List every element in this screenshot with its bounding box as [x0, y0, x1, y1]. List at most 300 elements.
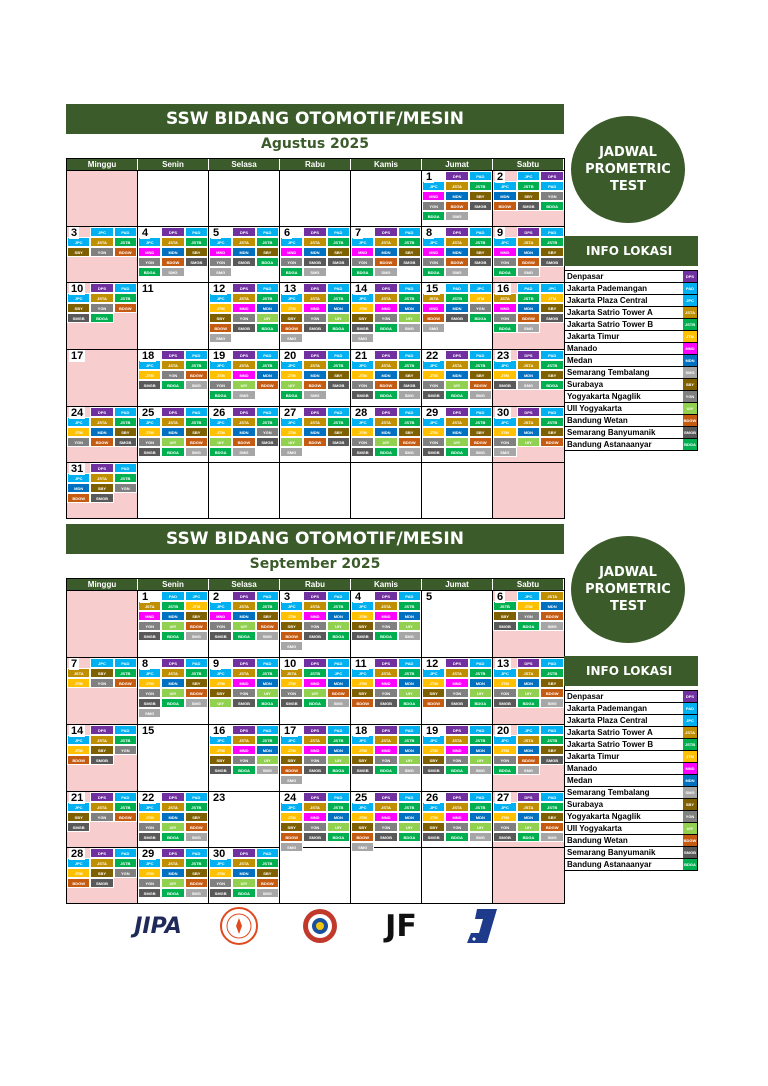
- day-number: 17: [284, 725, 297, 737]
- location-code-chip: JTM: [469, 293, 492, 303]
- location-code-chip: BDGA: [327, 323, 350, 333]
- location-code-chip: JPC: [67, 293, 90, 303]
- location-code: BDGA: [683, 439, 697, 450]
- location-code-chip: SMG: [445, 267, 468, 277]
- location-code-chip: UIY: [209, 437, 232, 447]
- location-code-chip: SMGB: [493, 621, 517, 631]
- location-code-chip: PAD: [540, 725, 564, 735]
- location-code-chip: JPC: [493, 802, 517, 812]
- location-code-chip: JSTB: [114, 293, 137, 303]
- day-number: 10: [71, 283, 84, 295]
- calendar-week: [67, 724, 564, 791]
- location-code-chip: DPS: [90, 848, 113, 858]
- location-code-chip: SMG: [517, 323, 541, 333]
- location-code-chip: JSTA: [232, 360, 255, 370]
- location-code-chip: BDGA: [469, 313, 492, 323]
- location-code-chip: MDN: [469, 812, 492, 822]
- location-code-chip: BDGA: [161, 832, 184, 842]
- day-number: 14: [71, 725, 84, 737]
- location-code-chip: JSTA: [445, 181, 468, 191]
- location-code-chip: JPC: [351, 293, 374, 303]
- location-code-chip: SMGB: [90, 755, 113, 765]
- day-header-row: [67, 159, 564, 170]
- location-code-chip: UIY: [469, 822, 492, 832]
- day-header-minggu: Minggu: [67, 159, 138, 170]
- calendar-grid: [66, 158, 565, 519]
- calendar-day: [351, 792, 422, 850]
- location-code-chip: MDN: [517, 745, 541, 755]
- location-code-chip: SMG: [209, 267, 232, 277]
- location-name: Surabaya: [567, 380, 604, 389]
- location-code-chip: BDGW: [114, 812, 137, 822]
- location-code-chip: JSTB: [327, 601, 350, 611]
- empty-chip: [303, 447, 326, 457]
- location-code-chip: BDGW: [114, 303, 137, 313]
- location-code-chip: JTM: [351, 812, 374, 822]
- day-header-row: [67, 579, 564, 590]
- location-code-chip: JPC: [517, 591, 541, 601]
- location-code-chip: JPC: [209, 417, 232, 427]
- location-code-chip: JSTA: [422, 293, 445, 303]
- location-code-chip: JPC: [209, 293, 232, 303]
- location-code: UIY: [683, 823, 697, 834]
- calendar-day: [351, 658, 422, 724]
- location-code-chip: SMG: [374, 267, 397, 277]
- info-lokasi-row: [564, 799, 698, 811]
- empty-chip: [185, 267, 208, 277]
- location-code-chip: JPC: [185, 591, 208, 601]
- location-code-chip: SBY: [209, 688, 232, 698]
- location-code-chip: DPS: [232, 848, 255, 858]
- location-code-chip: JSTA: [90, 802, 113, 812]
- location-code-chip: JSTA: [161, 802, 184, 812]
- location-code-chip: JSTA: [232, 417, 255, 427]
- location-code-chip: JSTB: [493, 601, 517, 611]
- day-header-senin: Senin: [138, 159, 209, 170]
- location-code-chip: JTM: [422, 427, 445, 437]
- location-code-chip: JSTB: [114, 802, 137, 812]
- location-name: Semarang Tembalang: [567, 788, 650, 797]
- location-code-chip: BDGA: [256, 323, 279, 333]
- location-code-chip: DPS: [374, 227, 397, 237]
- empty-chip: [398, 333, 421, 343]
- location-code-chip: JSTA: [161, 668, 184, 678]
- location-code-chip: JSTA: [517, 360, 541, 370]
- location-code-chip: JPC: [422, 417, 445, 427]
- day-number: 2: [213, 591, 220, 603]
- location-code-chip: PAD: [256, 283, 279, 293]
- location-code-chip: JTM: [185, 601, 208, 611]
- location-code-chip: JPC: [351, 802, 374, 812]
- location-code-chip: MND: [374, 303, 397, 313]
- location-code-chip: SBY: [398, 247, 421, 257]
- location-code-chip: SBY: [422, 755, 445, 765]
- location-code-chip: UIY: [374, 437, 397, 447]
- location-code-chip: JTM: [422, 678, 445, 688]
- location-code-chip: BDGW: [517, 257, 541, 267]
- location-code-chip: BDGA: [540, 380, 564, 390]
- location-code-chip: SMG: [303, 390, 326, 400]
- info-lokasi-row: [564, 379, 698, 391]
- empty-chip: [327, 775, 350, 785]
- calendar-day: [209, 171, 280, 226]
- location-code-chip: SBY: [67, 812, 90, 822]
- location-code-chip: MDN: [327, 303, 350, 313]
- location-code-chip: BDGW: [280, 765, 303, 775]
- location-code-chip: UIY: [469, 755, 492, 765]
- location-code-chip: UIY: [469, 688, 492, 698]
- location-code-chip: BDGA: [280, 390, 303, 400]
- location-code-chip: JSTA: [161, 858, 184, 868]
- month-title: Agustus 2025: [261, 136, 369, 152]
- location-code-chip: JPC: [280, 417, 303, 427]
- lpk-logo: [211, 906, 267, 946]
- section-banner: SSW BIDANG OTOMOTIF/MESIN: [66, 104, 564, 134]
- info-lokasi-title: INFO LOKASI: [564, 236, 698, 266]
- location-code-chip: JTM: [67, 678, 90, 688]
- info-lokasi-row: [564, 403, 698, 415]
- location-name: Yogyakarta Ngaglik: [567, 812, 641, 821]
- location-code-chip: YGN: [209, 380, 232, 390]
- location-code-chip: MND: [232, 370, 255, 380]
- location-code-chip: JSTA: [232, 668, 255, 678]
- location-code-chip: JSTB: [469, 237, 492, 247]
- location-code-chip: MDN: [469, 745, 492, 755]
- calendar-day: [422, 227, 493, 282]
- location-code: MDN: [683, 775, 697, 786]
- location-code-chip: JSTB: [445, 293, 468, 303]
- location-code-chip: BDGA: [469, 698, 492, 708]
- location-code-chip: BDGA: [138, 267, 161, 277]
- empty-chip: [327, 267, 350, 277]
- day-number: 3: [284, 591, 291, 603]
- info-lokasi-row: [564, 775, 698, 787]
- location-code-chip: SMGB: [351, 390, 374, 400]
- day-number: 14: [355, 283, 368, 295]
- location-name: Semarang Tembalang: [567, 368, 650, 377]
- location-code-chip: JSTB: [540, 360, 564, 370]
- day-number: 7: [355, 227, 362, 239]
- info-lokasi-title: INFO LOKASI: [564, 656, 698, 686]
- empty-chip: [303, 333, 326, 343]
- info-lokasi-row: [564, 295, 698, 307]
- location-code-chip: MND: [209, 247, 232, 257]
- day-number: 3: [71, 227, 78, 239]
- day-number: 29: [426, 407, 439, 419]
- location-code-chip: SBY: [256, 611, 279, 621]
- calendar-day: [67, 171, 138, 226]
- location-code-chip: JTM: [67, 868, 90, 878]
- calendar-day: [138, 792, 209, 847]
- location-code-chip: JPC: [351, 360, 374, 370]
- location-code-chip: JSTB: [540, 802, 564, 812]
- location-code-chip: UIY: [232, 621, 255, 631]
- location-code-chip: SMGB: [422, 765, 445, 775]
- location-code-chip: JPC: [67, 802, 90, 812]
- info-lokasi-panel: [564, 656, 698, 871]
- location-code-chip: SBY: [469, 191, 492, 201]
- location-code-chip: SBY: [90, 868, 113, 878]
- location-code-chip: PAD: [256, 658, 279, 668]
- location-code-chip: JPC: [517, 171, 541, 181]
- location-code-chip: JSTB: [256, 601, 279, 611]
- location-name: Jakarta Satrio Tower B: [567, 740, 654, 749]
- location-code-chip: SMG: [256, 888, 279, 898]
- jipa-logo-text: JIPA: [134, 913, 182, 939]
- calendar-day: [67, 350, 138, 406]
- calendar-day: [422, 283, 493, 349]
- location-code-chip: MDN: [161, 611, 184, 621]
- location-code-chip: SMG: [138, 708, 161, 718]
- location-code-chip: JTM: [280, 812, 303, 822]
- location-code-chip: JTM: [209, 868, 232, 878]
- info-lokasi-row: [564, 355, 698, 367]
- location-code-chip: JSTA: [540, 591, 564, 601]
- location-name: Semarang Banyumanik: [567, 428, 656, 437]
- location-code-chip: MND: [445, 745, 468, 755]
- location-code-chip: MND: [422, 247, 445, 257]
- location-code-chip: MND: [422, 191, 445, 201]
- location-code-chip: BDGW: [540, 822, 564, 832]
- location-name: Jakarta Satrio Tower A: [567, 728, 653, 737]
- location-code-chip: YGN: [493, 755, 517, 765]
- location-code-chip: UIY: [517, 437, 541, 447]
- calendar-week: [67, 282, 564, 349]
- day-number: 6: [284, 227, 291, 239]
- info-lokasi-row: [564, 739, 698, 751]
- location-code-chip: SMGB: [232, 698, 255, 708]
- location-code-chip: MDN: [517, 370, 541, 380]
- location-code-chip: YGN: [209, 621, 232, 631]
- location-code-chip: JSTA: [374, 237, 397, 247]
- location-code-chip: BDGW: [540, 688, 564, 698]
- location-code-chip: SMGB: [374, 698, 397, 708]
- location-code-chip: MDN: [517, 678, 541, 688]
- empty-chip: [114, 878, 137, 888]
- location-code-chip: JPC: [493, 668, 517, 678]
- location-code-chip: SMGB: [303, 257, 326, 267]
- location-code-chip: SMGB: [445, 698, 468, 708]
- location-code-chip: SMGB: [422, 447, 445, 457]
- location-name: Jakarta Satrio Tower B: [567, 320, 654, 329]
- location-code-chip: BDGW: [540, 611, 564, 621]
- location-code-chip: DPS: [445, 725, 468, 735]
- location-code-chip: MND: [493, 247, 517, 257]
- calendar-day: [67, 463, 138, 518]
- location-code-chip: MDN: [327, 745, 350, 755]
- location-code-chip: UIY: [327, 313, 350, 323]
- location-code-chip: SMG: [469, 832, 492, 842]
- day-header-jumat: Jumat: [422, 579, 493, 590]
- day-header-rabu: Rabu: [280, 159, 351, 170]
- location-code-chip: JSTA: [67, 668, 90, 678]
- location-code-chip: SBY: [351, 621, 374, 631]
- info-lokasi-row: [564, 703, 698, 715]
- location-code-chip: JSTB: [114, 417, 137, 427]
- day-number: 30: [213, 848, 226, 860]
- calendar-day: [67, 227, 138, 282]
- location-code-chip: SBY: [469, 427, 492, 437]
- location-code-chip: YGN: [232, 688, 255, 698]
- location-code-chip: SMG: [540, 621, 564, 631]
- day-number: 16: [497, 283, 510, 295]
- empty-chip: [540, 323, 564, 333]
- location-code-chip: MDN: [398, 303, 421, 313]
- location-name: Jakarta Satrio Tower A: [567, 308, 653, 317]
- day-number: 26: [426, 792, 439, 804]
- calendar-day: [209, 591, 280, 657]
- location-code-chip: JPC: [493, 360, 517, 370]
- location-code-chip: YGN: [256, 427, 279, 437]
- location-code-chip: DPS: [90, 463, 113, 473]
- location-code-chip: YGN: [138, 257, 161, 267]
- calendar-day: [67, 283, 138, 349]
- calendar-week: [67, 226, 564, 282]
- jadwal-badge: JADWAL PROMETRIC TEST: [571, 536, 685, 643]
- location-code-chip: MND: [232, 678, 255, 688]
- location-name: Jakarta Pademangan: [567, 284, 648, 293]
- day-header-sabtu: Sabtu: [493, 579, 564, 590]
- info-lokasi-row: [564, 283, 698, 295]
- location-code-chip: JSTB: [398, 360, 421, 370]
- location-code-chip: SBY: [351, 755, 374, 765]
- location-code-chip: JSTB: [469, 668, 492, 678]
- location-code-chip: YGN: [374, 621, 397, 631]
- day-number: 9: [213, 658, 220, 670]
- location-code-chip: JPC: [351, 417, 374, 427]
- location-code-chip: JSTB: [398, 735, 421, 745]
- location-code-chip: YGN: [445, 755, 468, 765]
- location-code-chip: BDGA: [493, 765, 517, 775]
- location-code-chip: SMG: [185, 888, 208, 898]
- calendar-week: [67, 847, 564, 903]
- location-code-chip: SMG: [445, 211, 468, 221]
- location-code-chip: BDGW: [374, 380, 397, 390]
- day-number: 8: [426, 227, 433, 239]
- location-code-chip: PAD: [185, 407, 208, 417]
- day-number: 13: [284, 283, 297, 295]
- calendar-day: [422, 792, 493, 847]
- location-code-chip: YGN: [114, 868, 137, 878]
- location-code-chip: UIY: [256, 313, 279, 323]
- location-code-chip: SMG: [209, 333, 232, 343]
- location-code-chip: UIY: [445, 380, 468, 390]
- calendar-grid: [66, 578, 565, 904]
- location-code-chip: SBY: [280, 822, 303, 832]
- day-number: 24: [71, 407, 84, 419]
- location-code-chip: BDGA: [493, 323, 517, 333]
- location-code-chip: DPS: [303, 591, 326, 601]
- location-code-chip: SMGB: [422, 390, 445, 400]
- calendar-day: [280, 725, 351, 791]
- location-code-chip: BDGW: [327, 688, 350, 698]
- location-code-chip: JSTA: [374, 735, 397, 745]
- location-code-chip: BDGA: [256, 257, 279, 267]
- location-code-chip: JTM: [351, 678, 374, 688]
- location-code-chip: JSTA: [303, 735, 326, 745]
- calendar-day: [493, 171, 564, 226]
- location-code-chip: JSTA: [493, 293, 517, 303]
- calendar-week: [67, 349, 564, 406]
- location-code-chip: SMG: [256, 631, 279, 641]
- location-code-chip: MDN: [517, 812, 541, 822]
- location-code-chip: MDN: [517, 247, 541, 257]
- location-code-chip: DPS: [161, 658, 184, 668]
- location-code-chip: BDGW: [280, 832, 303, 842]
- location-code-chip: YGN: [114, 745, 137, 755]
- location-code-chip: PAD: [256, 407, 279, 417]
- location-code-chip: JTM: [351, 745, 374, 755]
- location-code-chip: BDGW: [280, 631, 303, 641]
- location-code-chip: DPS: [303, 407, 326, 417]
- location-code-chip: JTM: [351, 427, 374, 437]
- location-code-chip: BDGA: [374, 447, 397, 457]
- calendar-day: [422, 463, 493, 518]
- location-code-chip: SBY: [256, 247, 279, 257]
- day-number: 4: [355, 591, 362, 603]
- location-name: Surabaya: [567, 800, 604, 809]
- location-code-chip: YGN: [374, 822, 397, 832]
- location-code-chip: JSTB: [256, 237, 279, 247]
- day-number: 1: [426, 171, 433, 183]
- location-code-chip: YGN: [280, 688, 303, 698]
- location-code-chip: JPC: [138, 802, 161, 812]
- calendar-day: [209, 792, 280, 847]
- location-code-chip: JSTA: [445, 237, 468, 247]
- day-number: 12: [213, 283, 226, 295]
- location-name: Jakarta Timur: [567, 332, 620, 341]
- location-code-chip: UIY: [232, 878, 255, 888]
- location-code-chip: JSTB: [256, 293, 279, 303]
- location-name: Bandung Wetan: [567, 836, 628, 845]
- location-code-chip: PAD: [398, 227, 421, 237]
- info-lokasi-row: [564, 859, 698, 871]
- empty-chip: [185, 708, 208, 718]
- location-code-chip: JSTA: [138, 601, 161, 611]
- location-code-chip: JPC: [209, 360, 232, 370]
- location-code: MND: [683, 343, 697, 354]
- location-code-chip: JTM: [138, 868, 161, 878]
- jf-logo-text: JF: [385, 908, 417, 944]
- location-name: Medan: [567, 776, 593, 785]
- location-code-chip: SBY: [256, 868, 279, 878]
- location-code-chip: SBY: [422, 688, 445, 698]
- empty-chip: [256, 447, 279, 457]
- location-code-chip: MDN: [327, 812, 350, 822]
- location-code-chip: BDGA: [445, 390, 468, 400]
- location-code: YGN: [683, 811, 697, 822]
- location-name: Bandung Astanaanyar: [567, 440, 652, 449]
- location-code-chip: JPC: [351, 601, 374, 611]
- location-code-chip: JSTB: [398, 802, 421, 812]
- location-code-chip: YGN: [209, 878, 232, 888]
- location-code-chip: DPS: [445, 658, 468, 668]
- location-code-chip: BDGA: [161, 447, 184, 457]
- location-code-chip: JSTB: [540, 237, 564, 247]
- location-code-chip: MDN: [303, 247, 326, 257]
- location-code-chip: SMGB: [398, 380, 421, 390]
- location-code-chip: YGN: [422, 437, 445, 447]
- empty-chip: [256, 267, 279, 277]
- location-code-chip: JSTB: [114, 473, 137, 483]
- location-code-chip: BDGA: [374, 631, 397, 641]
- location-code-chip: DPS: [161, 350, 184, 360]
- location-code-chip: MND: [303, 745, 326, 755]
- location-code-chip: SBY: [398, 370, 421, 380]
- day-number: 11: [142, 283, 154, 295]
- location-code-chip: JSTB: [185, 360, 208, 370]
- info-lokasi-row: [564, 270, 698, 283]
